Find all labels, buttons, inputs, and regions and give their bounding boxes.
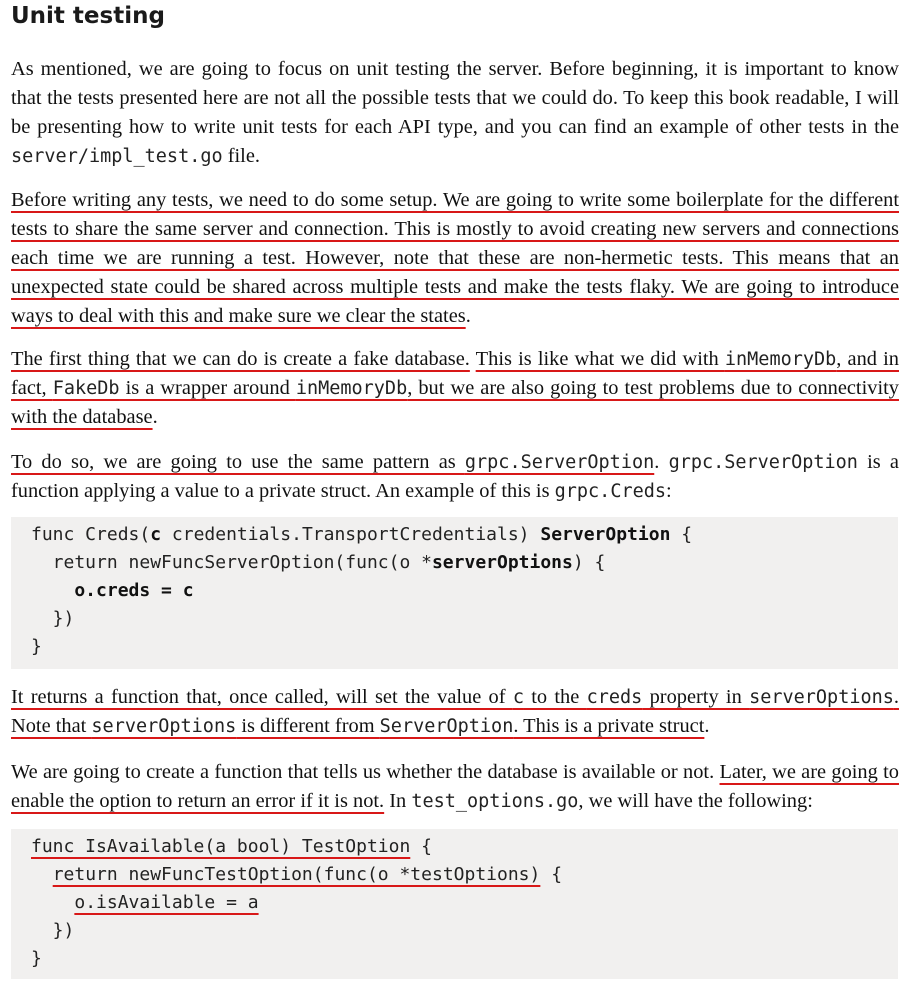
intro-paragraph <box>11 55 899 171</box>
inline-code: ServerOption <box>379 716 514 737</box>
paragraph-text: file. <box>222 145 260 167</box>
fake-db-paragraph: The first thing that we can do is create a fake database. This is like what we did with inMemoryDb, and in fact, FakeDb is a wrapper around inMemoryDb, but we are also going to test problems due to connectivity with the database. <box>11 348 899 428</box>
inline-code: creds <box>586 687 643 708</box>
section-heading: Unit testing <box>11 3 165 29</box>
availability-paragraph: We are going to create a function that tells us whether the database is available or not. Later, we are going to enable the option to return an error if it is not. In test_options.go, we will have the following: <box>11 761 899 812</box>
highlighted-text: Later, we are going to enable the option to return an error if it is not. <box>11 761 899 812</box>
inline-code-file: test_options.go <box>411 791 579 812</box>
inline-code: serverOptions <box>749 687 894 708</box>
inline-code: inMemoryDb <box>724 349 837 370</box>
paragraph-text: . <box>465 305 471 327</box>
inline-code: grpc.Creds <box>554 481 667 502</box>
setup-paragraph <box>11 186 899 331</box>
highlighted-text: To do so, we are going to use the same pattern as grpc.ServerOption <box>11 451 655 473</box>
highlighted-text: Before writing any tests, we need to do some setup. We are going to write some boilerplate for the different tests to share the same server and connection. This is mostly to avoid creating new servers and connections each time we are running a test. However, note that these are non-hermetic tests. This means that an unexpected state could be shared across multiple tests and make the tests flaky. We are going to introduce ways to deal with this and make sure we clear the states <box>11 189 899 327</box>
inline-code: grpc.ServerOption <box>464 452 655 473</box>
server-option-paragraph: To do so, we are going to use the same pattern as grpc.ServerOption. grpc.ServerOption is a function applying a value to a private struct. An example of this is grpc.Creds: <box>11 451 899 502</box>
highlighted-text: The first thing that we can do is create a fake database. <box>11 348 470 370</box>
inline-code: serverOptions <box>91 716 237 737</box>
inline-code: c <box>512 687 524 708</box>
creds-explanation-paragraph: It returns a function that, once called, will set the value of c to the creds property in serverOptions. Note that serverOptions is different from ServerOption. This is a private struct. <box>11 686 899 737</box>
highlighted-text: It returns a function that, once called, will set the value of c to the creds property in serverOptions. Note that serverOptions is different from ServerOption. This is a private struct <box>11 686 899 737</box>
highlighted-text: This is like what we did with inMemoryDb, and in fact, FakeDb is a wrapper around inMemoryDb, but we are also going to test problems due to connectivity with the database <box>11 348 899 428</box>
code-block-is-available: func IsAvailable(a bool) TestOption { return newFuncTestOption(func(o *testOptions) { o.isAvailable = a }) } <box>11 829 898 979</box>
inline-code: inMemoryDb <box>295 378 408 399</box>
paragraph-text: As mentioned, we are going to focus on unit testing the server. Before beginning, it is important to know that the tests presented here are not all the possible tests that we could do. To keep this book readable, I will be presenting how to write unit tests for each API type, and you can find an example of other tests in the <box>11 58 899 138</box>
inline-code-file: server/impl_test.go <box>11 146 223 167</box>
inline-code: FakeDb <box>52 378 120 399</box>
code-block-creds: func Creds(c credentials.TransportCredentials) ServerOption { return newFuncServerOption(func(o *serverOptions) { o.creds = c }) } <box>11 517 898 669</box>
inline-code: grpc.ServerOption <box>668 452 858 473</box>
